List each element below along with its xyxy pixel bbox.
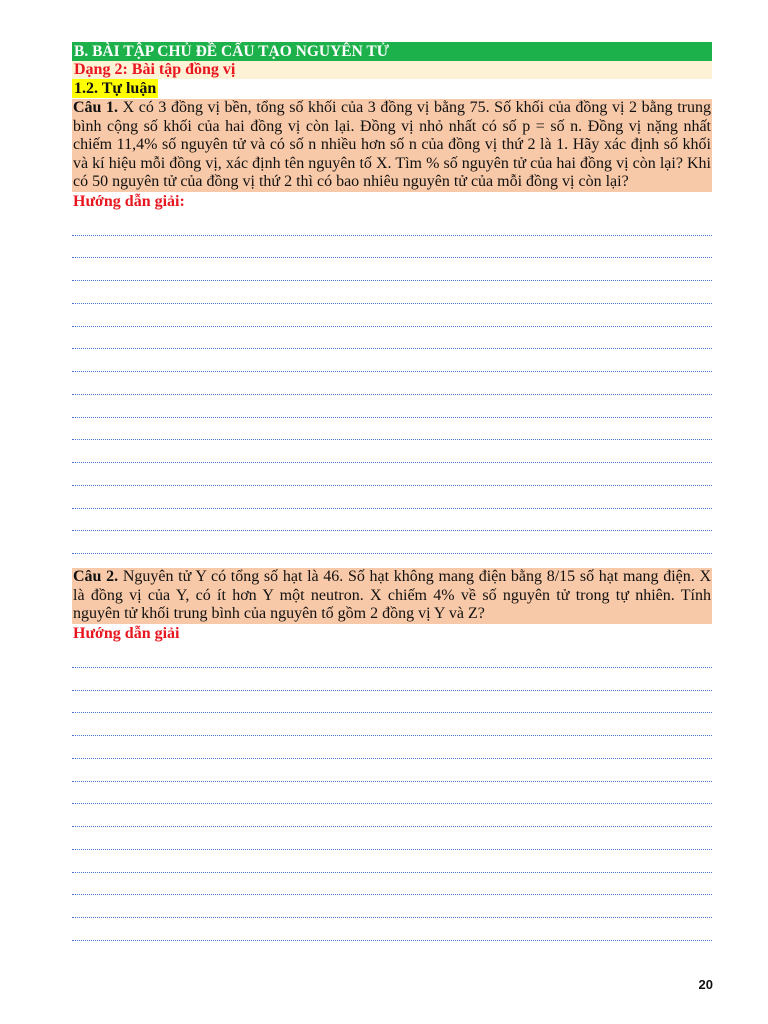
answer-line — [72, 372, 712, 395]
answer-lines-2 — [72, 645, 712, 941]
question-1-label: Câu 1. — [73, 99, 119, 116]
answer-line — [72, 327, 712, 350]
answer-line — [72, 645, 712, 668]
answer-line — [72, 440, 712, 463]
answer-line — [72, 873, 712, 896]
answer-line — [72, 736, 712, 759]
answer-line — [72, 827, 712, 850]
document-body — [72, 42, 712, 941]
answer-line — [72, 463, 712, 486]
guide-label-2: Hướng dẫn giải — [73, 625, 180, 642]
part-label: 1.2. Tự luận — [74, 80, 157, 97]
subtitle: Dạng 2: Bài tập đồng vị — [72, 61, 712, 79]
answer-line — [72, 213, 712, 236]
answer-line — [72, 918, 712, 941]
part-label-line — [72, 79, 712, 99]
answer-line — [72, 782, 712, 805]
page-number: 20 — [698, 977, 713, 992]
question-1-text: X có 3 đồng vị bền, tổng số khối của 3 đồng vị bằng 75. Số khối của đồng vị 2 bằng trung bình cộng số khối của hai đồng vị còn lại. Đồng vị nhỏ nhất có số p = số n. Đồng vị nặng nhất chiếm 11,4% số nguyên tử và có số n nhiều hơn số n của đồng vị thứ 2 là 1. Hãy xác định số khối và kí hiệu mỗi đồng vị, xác định tên nguyên tố X. Tìm % số nguyên tử của hai đồng vị còn lại? Khi có 50 nguyên tử của đồng vị thứ 2 thì có bao nhiêu nguyên tử của mỗi đồng vị còn lại? — [73, 99, 712, 191]
answer-line — [72, 759, 712, 782]
question-2 — [72, 568, 712, 624]
answer-line — [72, 713, 712, 736]
question-1 — [72, 99, 712, 192]
section-title: B. BÀI TẬP CHỦ ĐỀ CẤU TẠO NGUYÊN TỬ — [72, 42, 712, 61]
answer-line — [72, 281, 712, 304]
answer-line — [72, 531, 712, 554]
question-2-label: Câu 2. — [73, 568, 119, 586]
answer-line — [72, 486, 712, 509]
guide-label-1: Hướng dẫn giải: — [73, 192, 185, 210]
answer-line — [72, 395, 712, 418]
answer-line — [72, 895, 712, 918]
answer-line — [72, 668, 712, 691]
answer-line — [72, 509, 712, 532]
answer-line — [72, 236, 712, 259]
answer-line — [72, 691, 712, 714]
answer-line — [72, 349, 712, 372]
answer-line — [72, 418, 712, 441]
answer-lines-1 — [72, 213, 712, 554]
answer-line — [72, 850, 712, 873]
answer-line — [72, 804, 712, 827]
answer-line — [72, 304, 712, 327]
answer-line — [72, 258, 712, 281]
question-2-text: Nguyên tử Y có tổng số hạt là 46. Số hạt không mang điện bằng 8/15 số hạt mang điện. X là đồng vị của Y, có ít hơn Y một neutron. X chiếm 4% về số nguyên tử trong tự nhiên. Tính nguyên tử khối trung bình của nguyên tố gồm 2 đồng vị Y và Z? — [73, 568, 712, 623]
